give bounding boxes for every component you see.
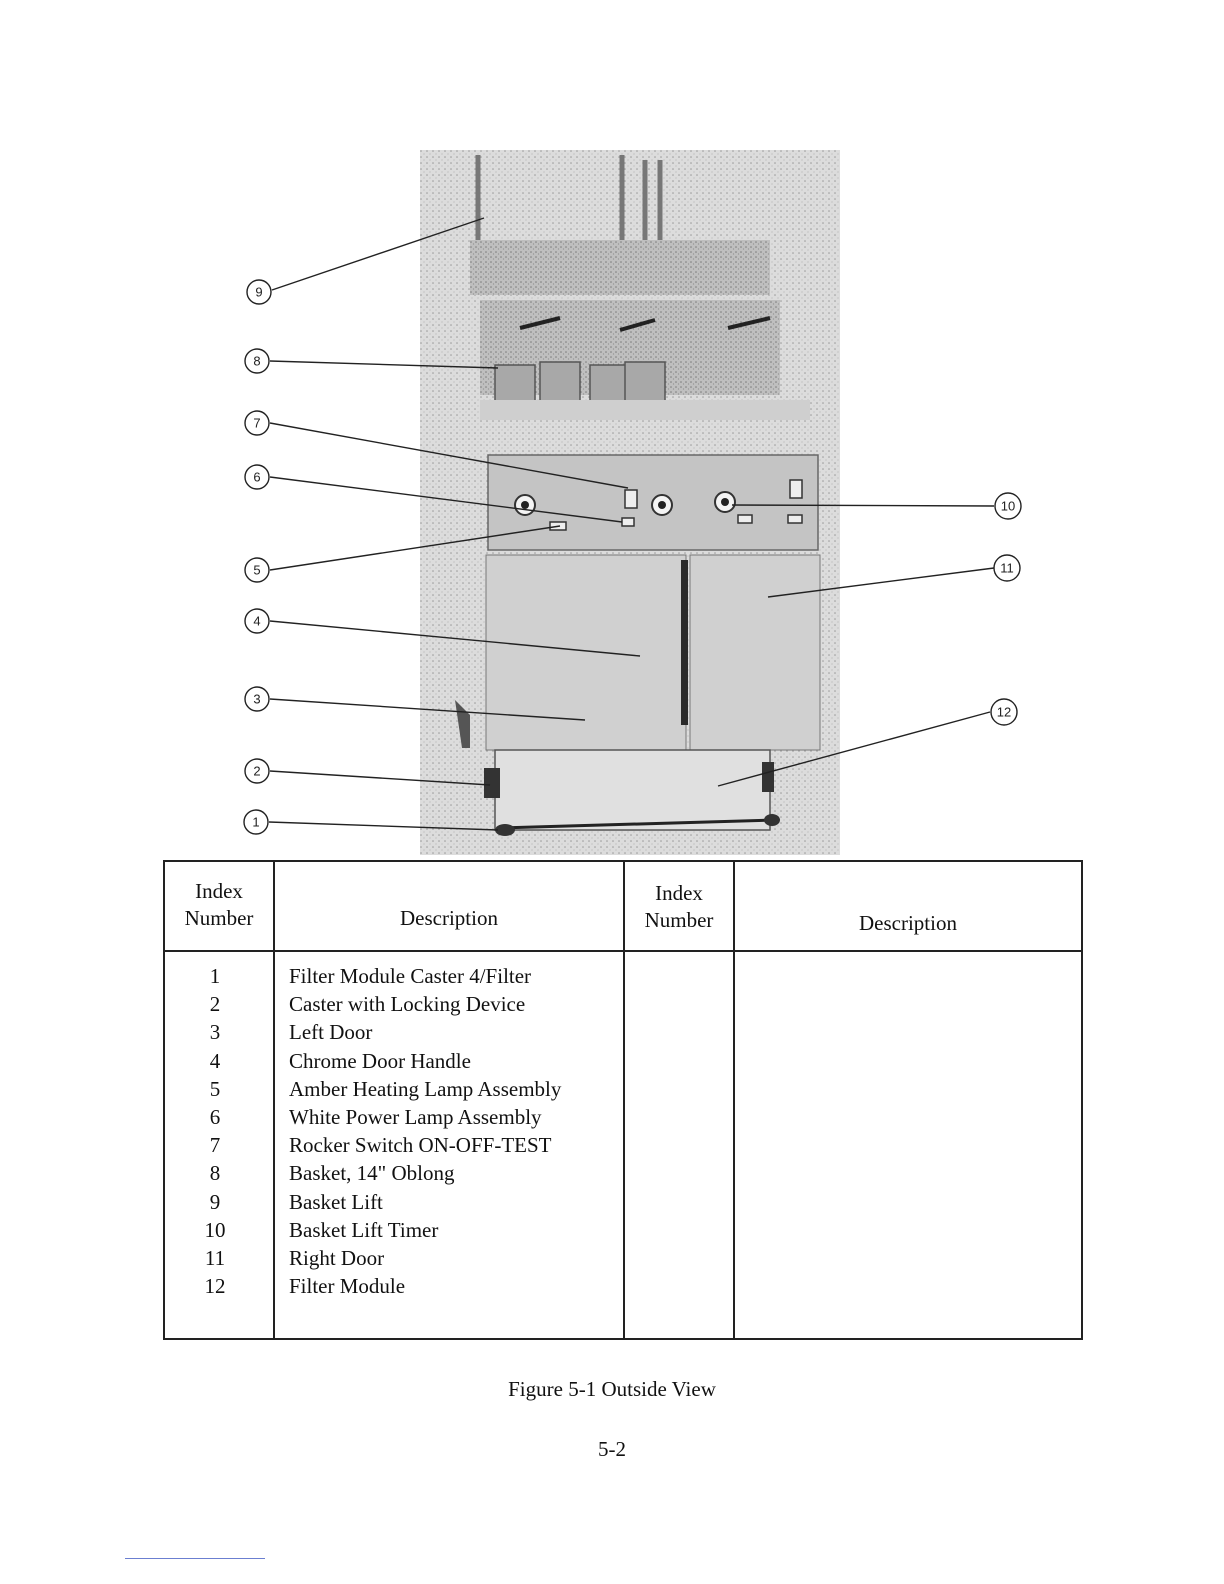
row-description: Amber Heating Lamp Assembly (289, 1076, 562, 1101)
fryer-backsplash (470, 240, 770, 295)
baskets (495, 362, 665, 405)
row-index: 3 (209, 1020, 221, 1045)
row-description: Filter Module Caster 4/Filter (289, 964, 532, 988)
callout-8-label: 8 (253, 353, 261, 369)
header-index-number-1: Index Number (184, 879, 254, 930)
row-description: Basket Lift Timer (289, 1217, 439, 1242)
index-column (165, 962, 265, 1300)
callout-9-label: 9 (255, 284, 263, 300)
parts-index-table (163, 860, 1083, 1340)
row-index: 9 (209, 1189, 221, 1214)
footer-rule (125, 1558, 265, 1559)
row-description: Right Door (289, 1246, 385, 1271)
row-description: Chrome Door Handle (289, 1048, 471, 1073)
table-header-rule (165, 950, 1081, 952)
callout-6-label: 6 (253, 469, 261, 485)
row-index: 6 (209, 1105, 221, 1130)
callout-2-label: 2 (253, 763, 261, 779)
left-door (486, 555, 686, 750)
row-index: 10 (204, 1217, 226, 1242)
frypot-rim (480, 400, 810, 420)
row-description: Basket, 14" Oblong (289, 1161, 455, 1186)
callout-7-label: 7 (253, 415, 261, 431)
callout-4-label: 4 (253, 613, 261, 629)
row-description: Rocker Switch ON-OFF-TEST (289, 1133, 552, 1158)
row-description: Basket Lift (289, 1189, 383, 1214)
row-index: 1 (209, 964, 221, 988)
description-column (289, 962, 619, 1300)
row-index: 8 (209, 1161, 221, 1186)
row-index: 11 (204, 1246, 226, 1271)
row-index: 7 (209, 1133, 221, 1158)
callout-10-label: 10 (1000, 498, 1016, 514)
callout-5-label: 5 (253, 562, 261, 578)
callout-12-label: 12 (996, 704, 1012, 720)
page-number: 5-2 (598, 1437, 626, 1461)
callout-3-label: 3 (253, 691, 261, 707)
row-description: White Power Lamp Assembly (289, 1105, 542, 1130)
row-description: Filter Module (289, 1274, 406, 1299)
header-index-number-2: Index Number (644, 881, 714, 932)
figure-caption: Figure 5-1 Outside View (508, 1377, 716, 1401)
row-description: Left Door (289, 1020, 373, 1045)
row-description: Caster with Locking Device (289, 992, 526, 1017)
table-column-divider (273, 862, 275, 1338)
chrome-door-handle (681, 560, 688, 725)
header-description-2: Description (859, 911, 957, 935)
row-index: 12 (204, 1274, 226, 1299)
callout-1-label: 1 (252, 814, 260, 830)
row-index: 5 (209, 1076, 221, 1101)
row-index: 2 (209, 992, 221, 1017)
callout-11-label: 11 (1000, 560, 1014, 576)
right-door (690, 555, 820, 750)
filter-module-base (495, 750, 770, 830)
row-index: 4 (209, 1048, 221, 1073)
header-description-1: Description (400, 906, 498, 930)
